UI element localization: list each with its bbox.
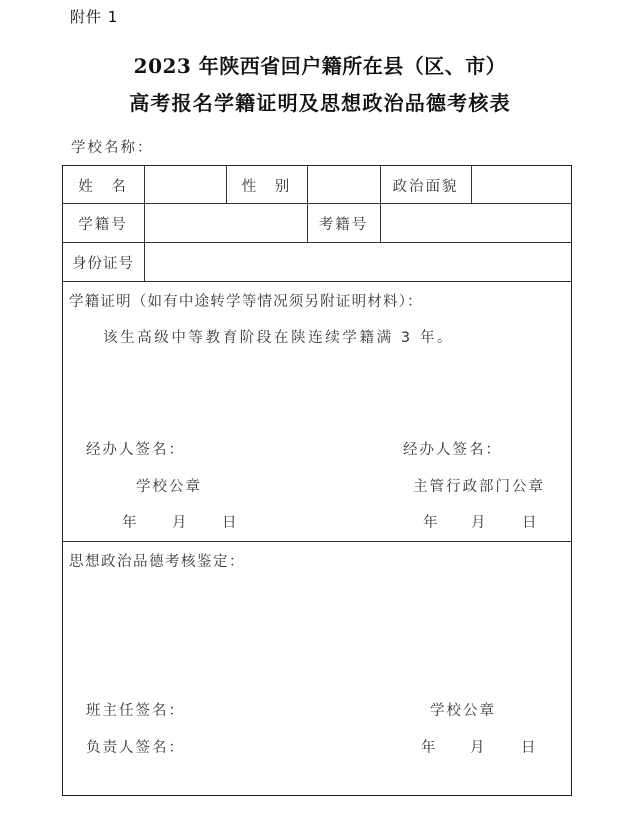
gender-label: 性 别 xyxy=(241,179,292,195)
section-divider xyxy=(62,541,572,542)
student-id-field[interactable] xyxy=(146,205,305,240)
moral-school-seal-label: 学校公章 xyxy=(430,703,496,719)
gender-field[interactable] xyxy=(309,167,378,201)
student-id-label: 学籍号 xyxy=(78,217,128,233)
left-year-label: 年 xyxy=(122,515,139,531)
left-month-label: 月 xyxy=(172,515,189,531)
name-label: 姓 名 xyxy=(78,179,128,195)
attachment-label: 附件 1 xyxy=(70,8,119,26)
political-status-label: 政治面貌 xyxy=(392,179,459,195)
row-divider-3 xyxy=(62,281,572,282)
right-month-label: 月 xyxy=(471,515,488,531)
admin-dept-seal-label: 主管行政部门公章 xyxy=(413,479,545,495)
principal-signature-label: 负责人签名： xyxy=(86,740,185,756)
form-title-line-1: 2023 年陕西省回户籍所在县（区、市） xyxy=(133,54,507,78)
school-seal-label: 学校公章 xyxy=(136,479,202,495)
right-year-label: 年 xyxy=(423,515,440,531)
left-handler-signature-label: 经办人签名： xyxy=(86,442,185,458)
col-divider-label xyxy=(144,165,145,281)
moral-month-label: 月 xyxy=(470,740,487,756)
right-handler-signature-label: 经办人签名： xyxy=(403,442,502,458)
id-card-label: 身份证号 xyxy=(72,256,134,272)
name-field[interactable] xyxy=(146,167,224,201)
moral-day-label: 日 xyxy=(521,740,538,756)
form-title-line-2: 高考报名学籍证明及思想政治品德考核表 xyxy=(129,91,511,115)
right-day-label: 日 xyxy=(522,515,539,531)
exam-id-field[interactable] xyxy=(382,205,570,240)
left-day-label: 日 xyxy=(222,515,239,531)
moral-year-label: 年 xyxy=(421,740,438,756)
id-card-field[interactable] xyxy=(146,244,570,279)
enrollment-heading: 学籍证明（如有中途转学等情况须另附证明材料）： xyxy=(69,294,423,310)
enrollment-statement: 该生高级中等教育阶段在陕连续学籍满 3 年。 xyxy=(103,330,455,346)
row-divider-2 xyxy=(62,242,572,243)
head-teacher-signature-label: 班主任签名： xyxy=(86,703,185,719)
col-divider-5 xyxy=(471,165,472,203)
school-name-label: 学校名称： xyxy=(71,140,154,156)
row-divider-1 xyxy=(62,203,572,204)
exam-id-label: 考籍号 xyxy=(318,217,369,233)
moral-evaluation-heading: 思想政治品德考核鉴定： xyxy=(69,554,245,570)
political-status-field[interactable] xyxy=(473,167,570,201)
